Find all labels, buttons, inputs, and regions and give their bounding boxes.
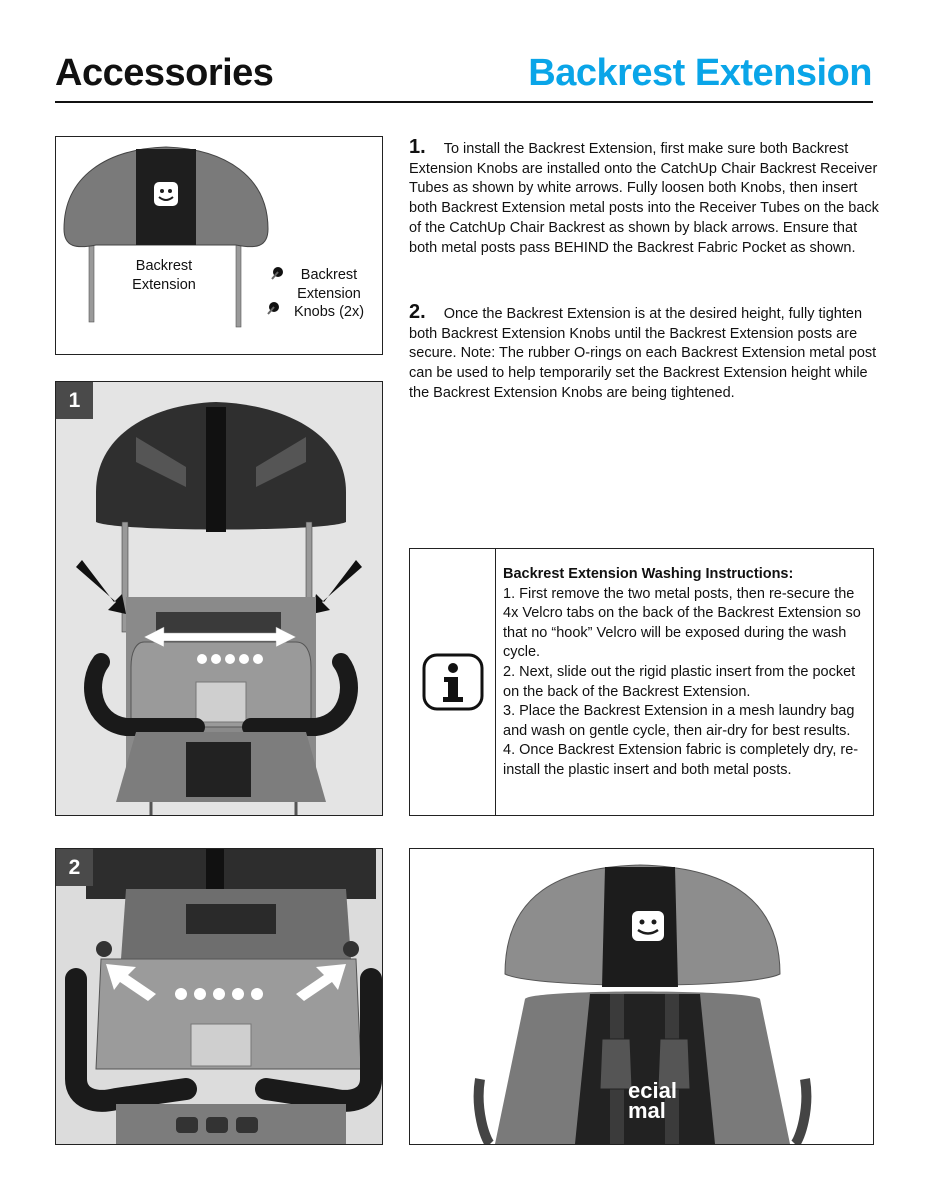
page-title: Backrest Extension bbox=[528, 52, 872, 94]
section-title: Accessories bbox=[55, 52, 274, 94]
chair-pocket-illustration bbox=[56, 849, 382, 1144]
step-2-text bbox=[409, 303, 879, 404]
step-1-number: 1. bbox=[409, 136, 426, 158]
figure-2-badge: 2 bbox=[56, 849, 93, 886]
info-icon bbox=[422, 653, 484, 711]
step-1-body: To install the Backrest Extension, first make sure both Backrest Extension Knobs are installed onto the CatchUp Chair Backrest Receiver Tubes as shown by white arrows. Fully loosen both Knobs, then insert both Backrest Extension metal posts into the Receiver Tubes on the back of the CatchUp Chair Backrest as shown by black arrows. Ensure that both metal posts pass BEHIND the Backrest Fabric Pocket as shown. bbox=[409, 141, 879, 256]
washing-line-4: 4. Once Backrest Extension fabric is completely dry, re-install the plastic insert and both metal posts. bbox=[503, 742, 859, 778]
washing-text bbox=[496, 549, 873, 815]
figure-1-badge: 1 bbox=[56, 382, 93, 419]
washing-line-3: 3. Place the Backrest Extension in a mesh laundry bag and wash on gentle cycle, then air-dry for best results. bbox=[503, 703, 855, 739]
figure-1-photo bbox=[55, 381, 383, 816]
chair-rear-illustration bbox=[56, 382, 382, 815]
info-icon-cell bbox=[410, 549, 496, 815]
washing-line-1: 1. First remove the two metal posts, then re-secure the 4x Velcro tabs on the back of the Backrest Extension so that no “hook” Velcro will be exposed during the wash cycle. bbox=[503, 585, 861, 661]
extension-label: Backrest Extension bbox=[132, 258, 196, 293]
brand-logo-text: ecial mal bbox=[628, 1078, 677, 1123]
header-divider bbox=[55, 101, 873, 103]
washing-title: Backrest Extension Washing Instructions: bbox=[503, 566, 794, 582]
washing-instructions-box bbox=[409, 548, 874, 816]
washing-line-2: 2. Next, slide out the rigid plastic insert from the pocket on the back of the Backrest Extension. bbox=[503, 663, 856, 700]
step-2-number: 2. bbox=[409, 301, 426, 323]
parts-panel bbox=[55, 136, 383, 355]
step-1-text bbox=[409, 138, 879, 258]
knobs-label: Backrest Extension Knobs (2x) bbox=[293, 267, 365, 320]
figure-2-photo bbox=[55, 848, 383, 1145]
installed-photo bbox=[409, 848, 874, 1145]
step-2-body: Once the Backrest Extension is at the desired height, fully tighten both Backrest Extension Knobs until the Backrest Extension posts are secure. Note: The rubber O-rings on each Backrest Extension metal post can be used to help temporarily set the Backrest Extension height while the Backrest Extension Knobs are being tightened. bbox=[409, 306, 877, 401]
